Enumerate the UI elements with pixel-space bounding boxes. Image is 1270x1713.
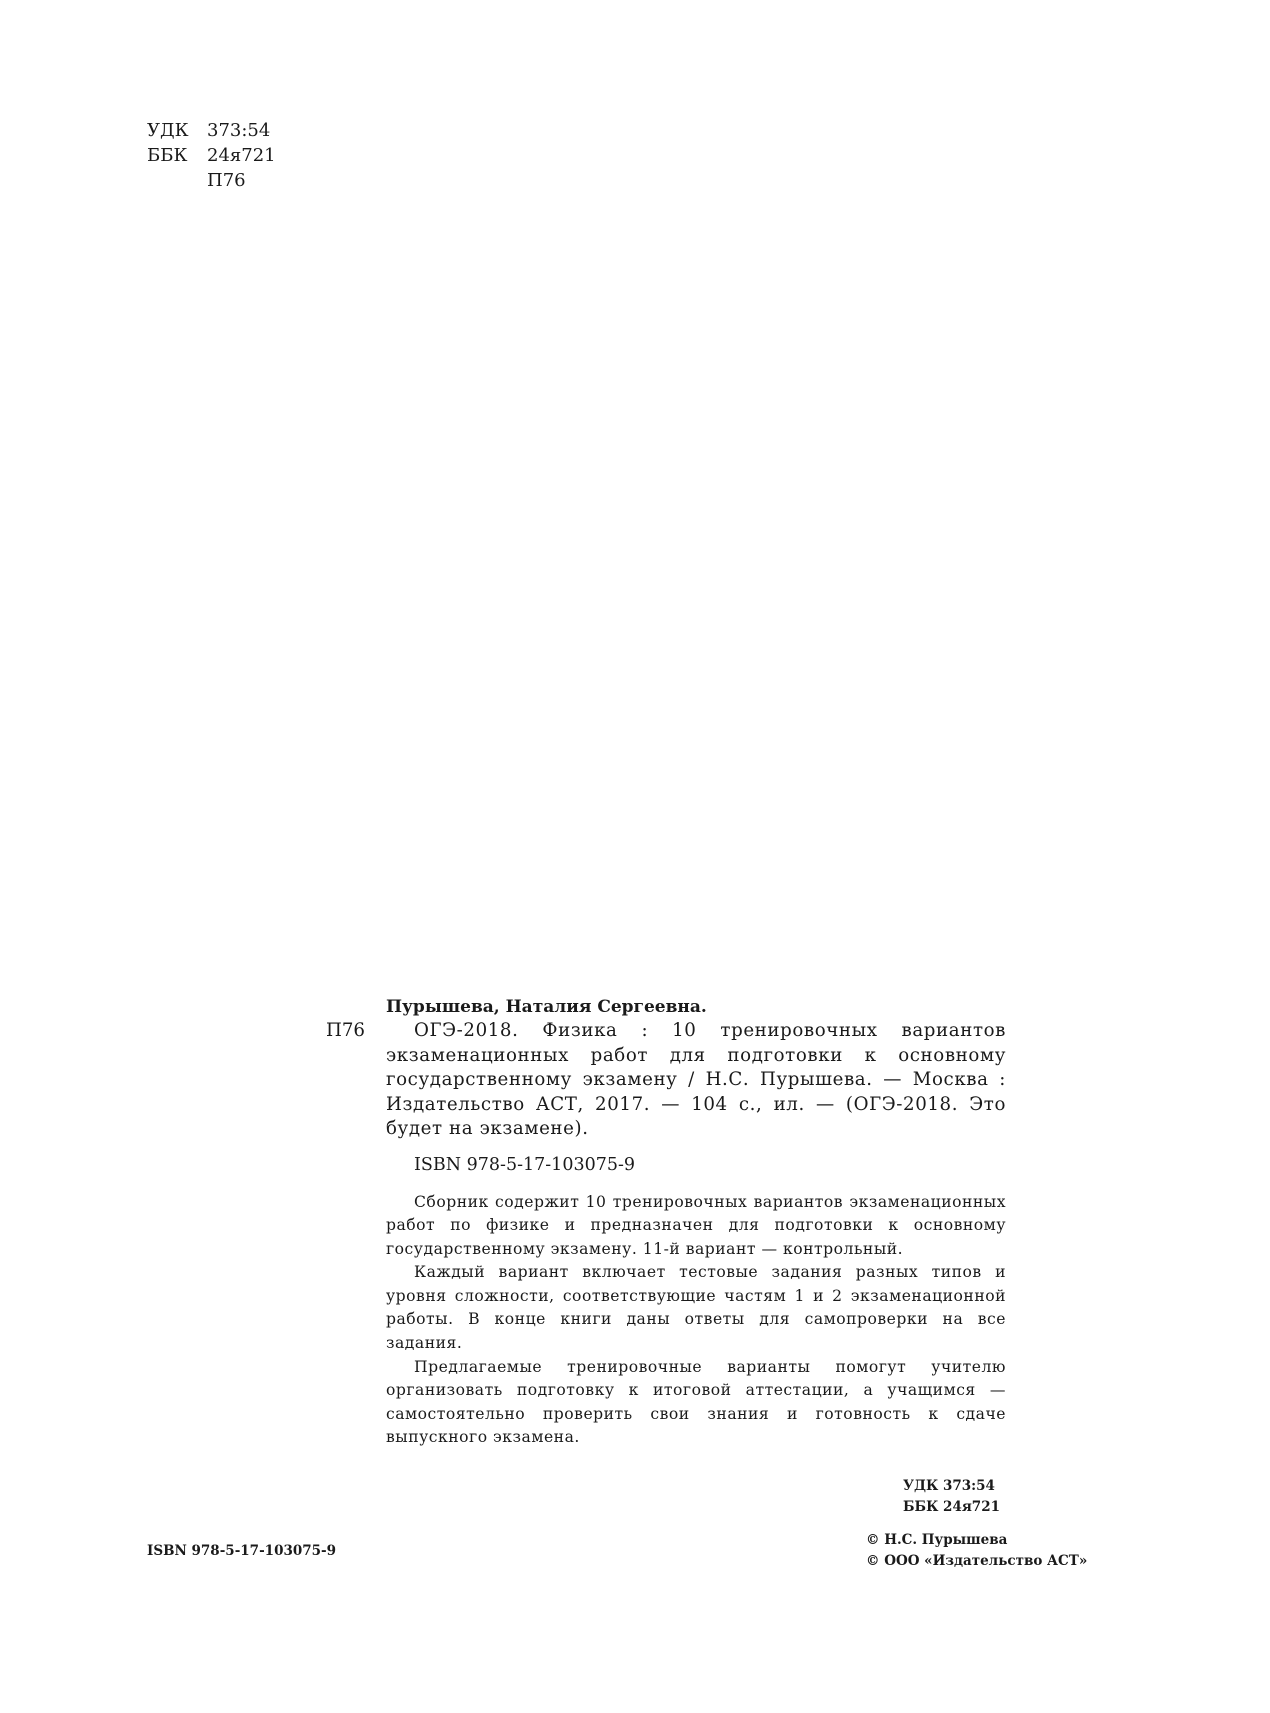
card-classification <box>326 1476 1006 1518</box>
bibliographic-card <box>326 995 1006 1518</box>
card-isbn: ISBN 978-5-17-103075-9 <box>414 1154 636 1175</box>
card-description: ОГЭ-2018. Физика : 10 тренировочных вариантов экзаменационных работ для подготовки к основному государственному экзамену / Н.С. Пурышева. — Москва : Издательство АСТ, 2017. — 104 с., ил. — (ОГЭ-2018. Это будет на экзамене). <box>386 1020 1006 1139</box>
abstract-paragraph: Каждый вариант включает тестовые задания разных типов и уровня сложности, соответствующие частям 1 и 2 экзаменационной работы. В конце книги даны ответы для самопроверки на все задания. <box>386 1263 1006 1353</box>
top-classification-block <box>147 118 276 193</box>
copyright-publisher: © ООО «Издательство АСТ» <box>866 1553 1088 1569</box>
udk-value: 373:54 <box>207 120 271 141</box>
card-author-mark: П76 <box>326 1020 366 1041</box>
bbk-label: ББК <box>147 145 188 166</box>
bbk-value: 24я721 <box>207 145 276 166</box>
card-entry <box>326 1019 1006 1142</box>
udk-row <box>147 118 276 143</box>
card-udk: УДК 373:54 <box>903 1478 995 1495</box>
author-mark: П76 <box>207 170 246 191</box>
card-bbk: ББК 24я721 <box>903 1499 1000 1516</box>
footer-isbn: ISBN 978-5-17-103075-9 <box>147 1543 337 1559</box>
udk-label: УДК <box>147 120 189 141</box>
card-abstract <box>386 1191 1006 1451</box>
abstract-paragraph: Предлагаемые тренировочные варианты помогут учителю организовать подготовку к итоговой аттестации, а учащимся — самостоятельно проверить свои знания и готовность к сдаче выпускного экзамена. <box>386 1357 1006 1447</box>
author-mark-row <box>147 168 276 193</box>
abstract-paragraph: Сборник содержит 10 тренировочных вариантов экзаменационных работ по физике и предназначен для подготовки к основному государственному экзамену. 11-й вариант — контрольный. <box>386 1192 1006 1258</box>
copyright-author: © Н.С. Пурышева <box>866 1532 1008 1548</box>
bbk-row <box>147 143 276 168</box>
copyright-block <box>866 1530 1087 1572</box>
card-author: Пурышева, Наталия Сергеевна. <box>386 997 707 1017</box>
